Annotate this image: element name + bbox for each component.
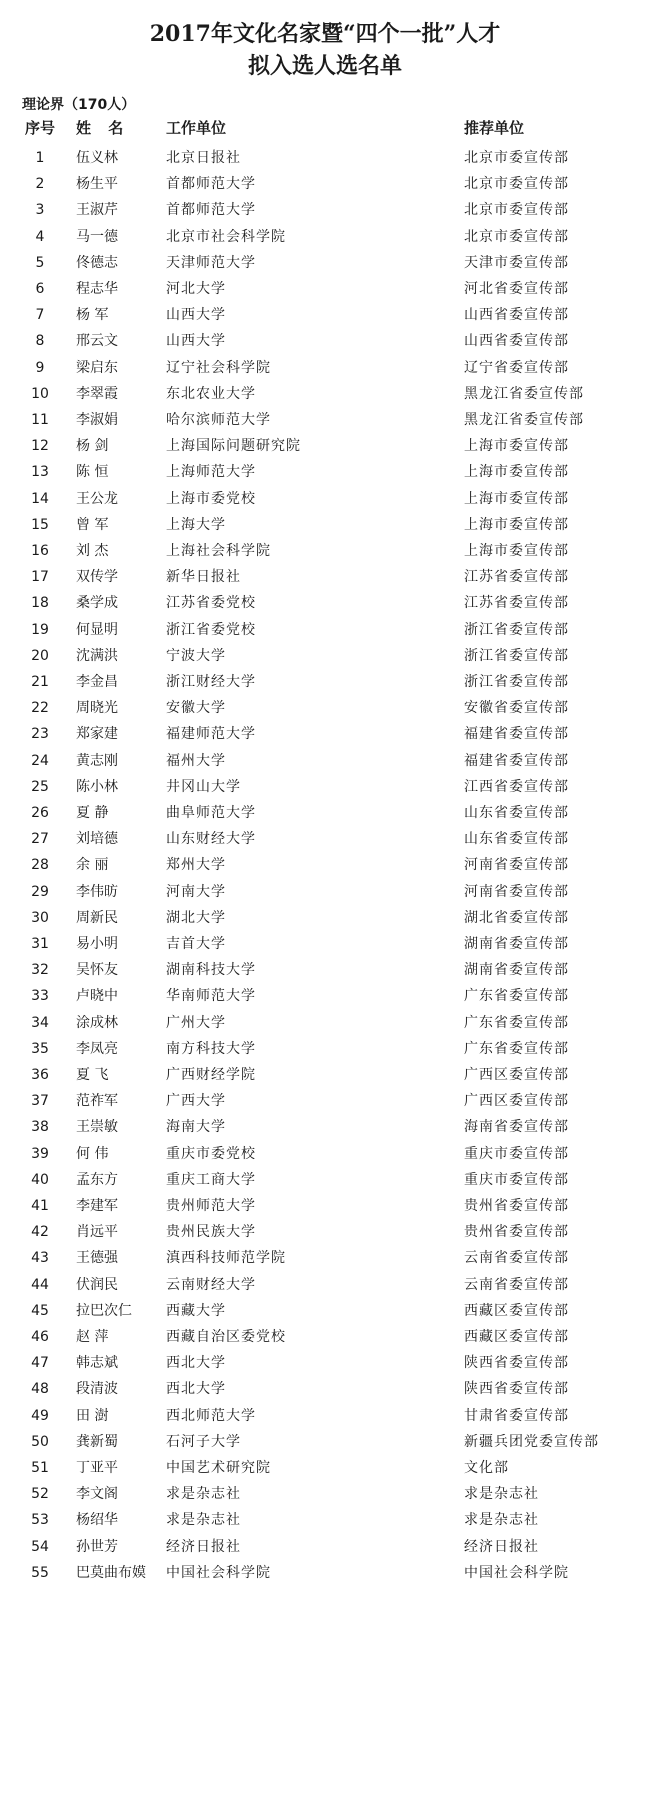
row-work-unit: 华南师范大学 — [166, 988, 256, 1005]
row-name: 夏 飞 — [76, 1067, 109, 1083]
row-work-unit: 重庆市委党校 — [166, 1145, 256, 1162]
row-work-unit: 西藏大学 — [166, 1302, 226, 1319]
row-work-unit: 山西大学 — [166, 333, 226, 350]
row-name: 王德强 — [76, 1250, 118, 1267]
row-number: 21 — [31, 674, 49, 690]
row-number: 17 — [31, 569, 49, 586]
row-work-unit: 首都师范大学 — [166, 176, 256, 193]
row-number: 24 — [31, 752, 49, 769]
row-recommending-unit: 黑龙江省委宣传部 — [464, 385, 584, 402]
row-name: 孟东方 — [76, 1171, 118, 1188]
row-recommending-unit: 浙江省委宣传部 — [464, 674, 569, 690]
row-name: 马一德 — [76, 228, 118, 245]
row-recommending-unit: 广东省委宣传部 — [464, 1014, 569, 1031]
row-recommending-unit: 山东省委宣传部 — [464, 831, 569, 848]
row-name: 黄志刚 — [76, 752, 118, 769]
row-number: 31 — [31, 936, 49, 952]
row-name: 丁亚平 — [76, 1460, 118, 1476]
row-number: 40 — [31, 1171, 49, 1188]
row-recommending-unit: 江西省委宣传部 — [464, 778, 569, 795]
row-number: 8 — [35, 333, 45, 350]
row-work-unit: 石河子大学 — [166, 1433, 241, 1450]
row-recommending-unit: 文化部 — [464, 1460, 509, 1476]
row-recommending-unit: 北京市委宣传部 — [464, 176, 569, 193]
row-number: 1 — [35, 150, 45, 166]
row-recommending-unit: 求是杂志社 — [464, 1512, 539, 1529]
row-recommending-unit: 陕西省委宣传部 — [464, 1381, 569, 1398]
row-number: 37 — [31, 1093, 49, 1110]
row-recommending-unit: 辽宁省委宣传部 — [464, 359, 569, 376]
row-number: 38 — [31, 1119, 49, 1136]
row-work-unit: 上海社会科学院 — [166, 543, 271, 559]
header-work-unit: 工作单位 — [166, 119, 227, 137]
row-recommending-unit: 河南省委宣传部 — [464, 857, 569, 874]
row-work-unit: 辽宁社会科学院 — [166, 359, 271, 376]
row-name: 李翠霞 — [76, 385, 118, 402]
row-work-unit: 山东财经大学 — [166, 831, 256, 848]
row-name: 段清波 — [76, 1381, 118, 1398]
row-recommending-unit: 河南省委宣传部 — [464, 883, 569, 900]
row-name: 韩志斌 — [76, 1355, 118, 1372]
row-name: 梁启东 — [76, 359, 118, 376]
row-work-unit: 中国社会科学院 — [166, 1564, 271, 1581]
row-name: 巴莫曲布嫫 — [76, 1564, 146, 1581]
row-work-unit: 贵州师范大学 — [166, 1198, 256, 1214]
row-name: 周新民 — [76, 909, 118, 926]
row-recommending-unit: 上海市委宣传部 — [464, 490, 569, 507]
row-number: 6 — [35, 281, 45, 297]
row-recommending-unit: 西藏区委宣传部 — [464, 1329, 569, 1345]
row-work-unit: 上海国际问题研究院 — [166, 438, 301, 455]
row-work-unit: 西北师范大学 — [166, 1407, 256, 1424]
table-header — [0, 117, 650, 139]
row-work-unit: 江苏省委党校 — [166, 595, 256, 612]
row-number: 51 — [31, 1460, 49, 1476]
row-recommending-unit: 北京市委宣传部 — [464, 202, 569, 219]
row-name: 陈小林 — [76, 778, 118, 795]
row-name: 周晓光 — [76, 700, 118, 717]
row-name: 邢云文 — [76, 333, 118, 350]
section-label: 理论界（170人） — [22, 97, 136, 113]
row-number: 14 — [31, 490, 49, 507]
row-number: 48 — [31, 1381, 49, 1398]
row-work-unit: 天津师范大学 — [166, 254, 256, 271]
row-work-unit: 宁波大学 — [166, 647, 226, 664]
row-number: 13 — [31, 464, 49, 481]
row-number: 16 — [31, 543, 49, 559]
row-number: 19 — [31, 621, 49, 638]
row-name: 杨生平 — [76, 176, 118, 193]
row-name: 龚新蜀 — [76, 1433, 118, 1450]
row-number: 52 — [31, 1486, 49, 1503]
row-work-unit: 求是杂志社 — [166, 1512, 241, 1529]
row-number: 27 — [31, 831, 49, 848]
row-work-unit: 浙江财经大学 — [166, 674, 256, 690]
row-recommending-unit: 重庆市委宣传部 — [464, 1171, 569, 1188]
row-name: 涂成林 — [76, 1014, 118, 1031]
row-work-unit: 山西大学 — [166, 307, 226, 324]
row-recommending-unit: 经济日报社 — [464, 1538, 539, 1555]
row-work-unit: 求是杂志社 — [166, 1486, 241, 1503]
row-number: 54 — [31, 1538, 49, 1555]
row-recommending-unit: 广东省委宣传部 — [464, 1040, 569, 1057]
row-name: 刘培德 — [76, 831, 118, 848]
row-work-unit: 福州大学 — [166, 752, 226, 769]
row-number: 33 — [31, 988, 49, 1005]
row-name: 李淑娟 — [76, 412, 118, 428]
row-recommending-unit: 湖南省委宣传部 — [464, 962, 569, 979]
row-name: 杨 军 — [76, 307, 109, 324]
row-number: 36 — [31, 1067, 49, 1083]
row-number: 53 — [31, 1512, 49, 1529]
row-work-unit: 湖北大学 — [166, 909, 226, 926]
row-recommending-unit: 贵州省委宣传部 — [464, 1224, 569, 1241]
row-work-unit: 重庆工商大学 — [166, 1171, 256, 1188]
row-name: 陈 恒 — [76, 464, 109, 481]
document-title-line-1: 2017年文化名家暨“四个一批”人才 — [149, 21, 501, 47]
row-name: 拉巴次仁 — [76, 1302, 132, 1319]
row-work-unit: 曲阜师范大学 — [166, 805, 256, 821]
row-number: 49 — [31, 1407, 49, 1424]
row-name: 王公龙 — [76, 490, 118, 507]
row-work-unit: 新华日报社 — [166, 569, 241, 586]
row-name: 沈满洪 — [76, 647, 118, 664]
row-number: 9 — [35, 359, 45, 376]
row-number: 30 — [31, 909, 49, 926]
row-work-unit: 上海市委党校 — [166, 490, 256, 507]
row-work-unit: 安徽大学 — [166, 700, 226, 717]
row-number: 18 — [31, 595, 49, 612]
row-name: 刘 杰 — [76, 543, 109, 559]
row-number: 22 — [31, 700, 49, 717]
row-recommending-unit: 中国社会科学院 — [464, 1564, 569, 1581]
row-number: 46 — [31, 1329, 49, 1345]
row-recommending-unit: 陕西省委宣传部 — [464, 1355, 569, 1372]
row-number: 43 — [31, 1250, 49, 1267]
row-name: 王崇敏 — [76, 1119, 118, 1136]
row-number: 5 — [35, 254, 45, 271]
row-recommending-unit: 福建省委宣传部 — [464, 726, 569, 743]
row-work-unit: 首都师范大学 — [166, 202, 256, 219]
row-name: 伏润民 — [76, 1276, 118, 1293]
row-work-unit: 西藏自治区委党校 — [166, 1329, 286, 1345]
row-recommending-unit: 湖北省委宣传部 — [464, 909, 569, 926]
row-number: 12 — [31, 438, 49, 455]
row-name: 程志华 — [76, 281, 118, 297]
table-row — [0, 1558, 650, 1588]
row-number: 7 — [35, 307, 45, 324]
row-number: 4 — [35, 228, 45, 245]
row-work-unit: 贵州民族大学 — [166, 1224, 256, 1241]
row-work-unit: 南方科技大学 — [166, 1040, 256, 1057]
row-recommending-unit: 上海市委宣传部 — [464, 464, 569, 481]
row-name: 伍义林 — [76, 150, 118, 166]
row-number: 3 — [35, 202, 45, 219]
row-recommending-unit: 广东省委宣传部 — [464, 988, 569, 1005]
row-work-unit: 郑州大学 — [166, 857, 226, 874]
row-work-unit: 经济日报社 — [166, 1538, 241, 1555]
row-name: 田 澍 — [76, 1407, 109, 1424]
row-name: 易小明 — [76, 936, 118, 952]
row-number: 28 — [31, 857, 49, 874]
row-number: 2 — [35, 176, 45, 193]
row-number: 35 — [31, 1040, 49, 1057]
row-recommending-unit: 求是杂志社 — [464, 1486, 539, 1503]
row-number: 55 — [31, 1564, 49, 1581]
header-number: 序号 — [24, 119, 55, 137]
row-name: 吴怀友 — [76, 962, 118, 979]
row-recommending-unit: 山西省委宣传部 — [464, 307, 569, 324]
row-recommending-unit: 湖南省委宣传部 — [464, 936, 569, 952]
row-name: 佟德志 — [76, 254, 118, 271]
row-recommending-unit: 山西省委宣传部 — [464, 333, 569, 350]
row-name: 李建军 — [76, 1198, 118, 1214]
row-recommending-unit: 上海市委宣传部 — [464, 516, 569, 533]
row-recommending-unit: 云南省委宣传部 — [464, 1276, 569, 1293]
row-name: 杨 剑 — [76, 438, 109, 455]
header-name: 姓 名 — [76, 119, 130, 137]
row-name: 郑家建 — [76, 726, 118, 743]
row-name: 夏 静 — [76, 805, 109, 821]
row-work-unit: 上海师范大学 — [166, 464, 256, 481]
row-name: 李文阁 — [76, 1486, 118, 1503]
row-recommending-unit: 北京市委宣传部 — [464, 150, 569, 166]
row-recommending-unit: 福建省委宣传部 — [464, 752, 569, 769]
row-work-unit: 河北大学 — [166, 281, 226, 297]
row-work-unit: 云南财经大学 — [166, 1276, 256, 1293]
row-name: 桑学成 — [76, 595, 118, 612]
row-work-unit: 滇西科技师范学院 — [166, 1250, 286, 1267]
row-number: 39 — [31, 1145, 49, 1162]
row-recommending-unit: 甘肃省委宣传部 — [464, 1407, 569, 1424]
row-name: 李凤亮 — [76, 1040, 118, 1057]
row-recommending-unit: 山东省委宣传部 — [464, 805, 569, 821]
row-number: 41 — [31, 1198, 49, 1214]
row-number: 32 — [31, 962, 49, 979]
row-work-unit: 福建师范大学 — [166, 726, 256, 743]
row-recommending-unit: 广西区委宣传部 — [464, 1093, 569, 1110]
row-name: 肖远平 — [76, 1224, 118, 1241]
row-number: 11 — [31, 412, 49, 428]
row-work-unit: 北京市社会科学院 — [166, 228, 286, 245]
row-recommending-unit: 浙江省委宣传部 — [464, 621, 569, 638]
row-work-unit: 上海大学 — [166, 516, 226, 533]
row-name: 曾 军 — [76, 516, 109, 533]
row-name: 卢晓中 — [76, 988, 118, 1005]
row-work-unit: 井冈山大学 — [166, 778, 241, 795]
row-number: 20 — [31, 647, 49, 664]
header-recommending-unit: 推荐单位 — [464, 119, 525, 137]
row-recommending-unit: 北京市委宣传部 — [464, 228, 569, 245]
row-recommending-unit: 江苏省委宣传部 — [464, 569, 569, 586]
row-recommending-unit: 广西区委宣传部 — [464, 1067, 569, 1083]
row-recommending-unit: 云南省委宣传部 — [464, 1250, 569, 1267]
row-work-unit: 中国艺术研究院 — [166, 1460, 271, 1476]
row-name: 李伟昉 — [76, 883, 118, 900]
row-number: 45 — [31, 1302, 49, 1319]
row-recommending-unit: 黑龙江省委宣传部 — [464, 412, 584, 428]
row-recommending-unit: 安徽省委宣传部 — [464, 700, 569, 717]
row-number: 26 — [31, 805, 49, 821]
row-number: 50 — [31, 1433, 49, 1450]
row-name: 孙世芳 — [76, 1538, 118, 1555]
row-work-unit: 广西财经学院 — [166, 1067, 256, 1083]
row-recommending-unit: 江苏省委宣传部 — [464, 595, 569, 612]
row-name: 双传学 — [76, 569, 118, 586]
row-number: 47 — [31, 1355, 49, 1372]
row-name: 范祚军 — [76, 1093, 118, 1110]
row-work-unit: 东北农业大学 — [166, 385, 256, 402]
row-work-unit: 哈尔滨师范大学 — [166, 412, 271, 428]
row-name: 赵 萍 — [76, 1329, 109, 1345]
row-number: 42 — [31, 1224, 49, 1241]
row-name: 李金昌 — [76, 674, 118, 690]
row-work-unit: 浙江省委党校 — [166, 621, 256, 638]
row-recommending-unit: 新疆兵团党委宣传部 — [464, 1433, 599, 1450]
row-work-unit: 河南大学 — [166, 883, 226, 900]
row-number: 25 — [31, 778, 49, 795]
row-number: 44 — [31, 1276, 49, 1293]
row-number: 15 — [31, 516, 49, 533]
row-work-unit: 海南大学 — [166, 1119, 226, 1136]
row-name: 王淑芹 — [76, 202, 118, 219]
row-name: 何 伟 — [76, 1145, 109, 1162]
row-number: 29 — [31, 883, 49, 900]
row-recommending-unit: 贵州省委宣传部 — [464, 1198, 569, 1214]
row-recommending-unit: 浙江省委宣传部 — [464, 647, 569, 664]
row-recommending-unit: 重庆市委宣传部 — [464, 1145, 569, 1162]
row-name: 余 丽 — [76, 857, 109, 874]
row-recommending-unit: 天津市委宣传部 — [464, 254, 569, 271]
row-work-unit: 湖南科技大学 — [166, 962, 256, 979]
row-number: 23 — [31, 726, 49, 743]
row-recommending-unit: 河北省委宣传部 — [464, 281, 569, 297]
row-recommending-unit: 上海市委宣传部 — [464, 438, 569, 455]
row-work-unit: 北京日报社 — [166, 150, 241, 166]
row-number: 10 — [31, 385, 49, 402]
row-recommending-unit: 西藏区委宣传部 — [464, 1302, 569, 1319]
row-work-unit: 广州大学 — [166, 1014, 226, 1031]
row-recommending-unit: 海南省委宣传部 — [464, 1119, 569, 1136]
row-name: 杨绍华 — [76, 1512, 118, 1529]
row-work-unit: 西北大学 — [166, 1381, 226, 1398]
document-title-line-2: 拟入选人选名单 — [247, 53, 402, 79]
row-number: 34 — [31, 1014, 49, 1031]
row-work-unit: 西北大学 — [166, 1355, 226, 1372]
row-work-unit: 吉首大学 — [166, 936, 226, 952]
row-name: 何显明 — [76, 621, 118, 638]
row-work-unit: 广西大学 — [166, 1093, 226, 1110]
row-recommending-unit: 上海市委宣传部 — [464, 543, 569, 559]
